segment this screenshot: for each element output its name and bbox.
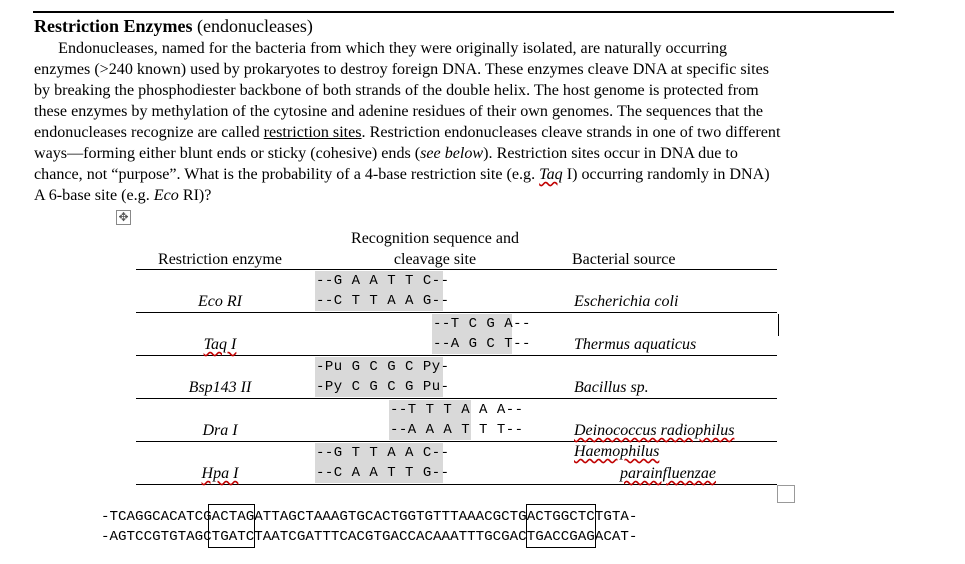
bacterial-source: Escherichia coli: [574, 293, 679, 310]
seq-bottom: -Py C G C G Pu-: [316, 379, 450, 395]
bacterial-source: Deinococcus radiophilus: [574, 422, 735, 439]
top-rule: [33, 11, 894, 13]
restriction-sites-term: restriction sites: [263, 124, 362, 141]
paragraph-line: endonucleases recognize are called restriction sites. Restriction endonucleases cleave strands in one of two different: [34, 124, 781, 141]
table-edge: [778, 314, 779, 336]
paragraph-line: ways—forming either blunt ends or sticky (cohesive) ends (see below). Restriction sites occur in DNA due to: [34, 145, 738, 162]
bacterial-source: Thermus aquaticus: [574, 336, 697, 353]
seq-top: --G T T A A C--: [316, 445, 450, 461]
paragraph-line: Endonucleases, named for the bacteria from which they were originally isolated, are naturally occurring: [34, 40, 728, 57]
enzyme-name: Eco RI: [198, 293, 242, 310]
section-heading: Restriction Enzymes (endonucleases): [34, 16, 313, 36]
seq-bottom: --A A A T T T--: [390, 422, 524, 438]
bacterial-source-line-1: Haemophilus: [574, 443, 660, 460]
table-rule: [136, 269, 777, 270]
enzyme-name: Dra I: [202, 422, 238, 439]
seq-bottom: --C A A T T G--: [316, 465, 450, 481]
paragraph-line: these enzymes by methylation of the cytosine and adenine residues of their own genomes. The sequences that the: [34, 103, 764, 120]
seq-bottom: --C T T A A G--: [316, 293, 450, 309]
seq-top: --G A A T T C--: [316, 273, 450, 289]
dna-strand-bottom: -AGTCCGTGTAGCTGATCTAATCGATTTCACGTGACCACAAATTTGCGACTGACCGAGACAT-: [101, 529, 638, 545]
bacterial-source: Bacillus sp.: [574, 379, 649, 396]
paragraph-line: enzymes (>240 known) used by prokaryotes to destroy foreign DNA. These enzymes cleave DNA at specific sites: [34, 61, 770, 78]
table-rule: [136, 312, 777, 313]
table-rule: [136, 355, 777, 356]
table-rule: [136, 484, 777, 485]
move-icon[interactable]: ✥: [116, 210, 131, 225]
seq-top: --T T T A A A--: [390, 402, 524, 418]
seq-top: --T C G A--: [433, 316, 531, 332]
paragraph-line: A 6-base site (e.g. Eco RI)?: [34, 187, 212, 204]
taq-site-box: [208, 504, 255, 548]
seq-top: -Pu G C G C Py-: [316, 359, 450, 375]
dna-strand-top: -TCAGGCACATCGACTAGATTAGCTAAAGTGCACTGGTGTTTAAACGCTGACTGGCTCTGTA-: [101, 509, 638, 525]
dra-site-box: [526, 504, 596, 548]
bacterial-source-line-2: parainfluenzae: [620, 465, 716, 482]
checkbox-icon[interactable]: [777, 485, 795, 503]
intro-paragraph: [34, 38, 894, 206]
enzyme-name: Hpa I: [201, 465, 239, 482]
paragraph-line: by breaking the phosphodiester backbone of both strands of the double helix. The host genome is protected from: [34, 82, 759, 99]
header-restriction-enzyme: Restriction enzyme: [158, 251, 282, 268]
table-rule: [136, 441, 777, 442]
header-recognition-sequence: Recognition sequence and cleavage site: [351, 230, 519, 268]
header-bacterial-source: Bacterial source: [572, 251, 676, 268]
paragraph-line: chance, not “purpose”. What is the probability of a 4-base restriction site (e.g. Taq I) occurring randomly in DNA): [34, 166, 770, 183]
seq-bottom: --A G C T--: [433, 336, 531, 352]
enzyme-name: Taq I: [203, 336, 237, 353]
enzyme-name: Bsp143 II: [188, 379, 252, 396]
table-rule: [136, 398, 777, 399]
